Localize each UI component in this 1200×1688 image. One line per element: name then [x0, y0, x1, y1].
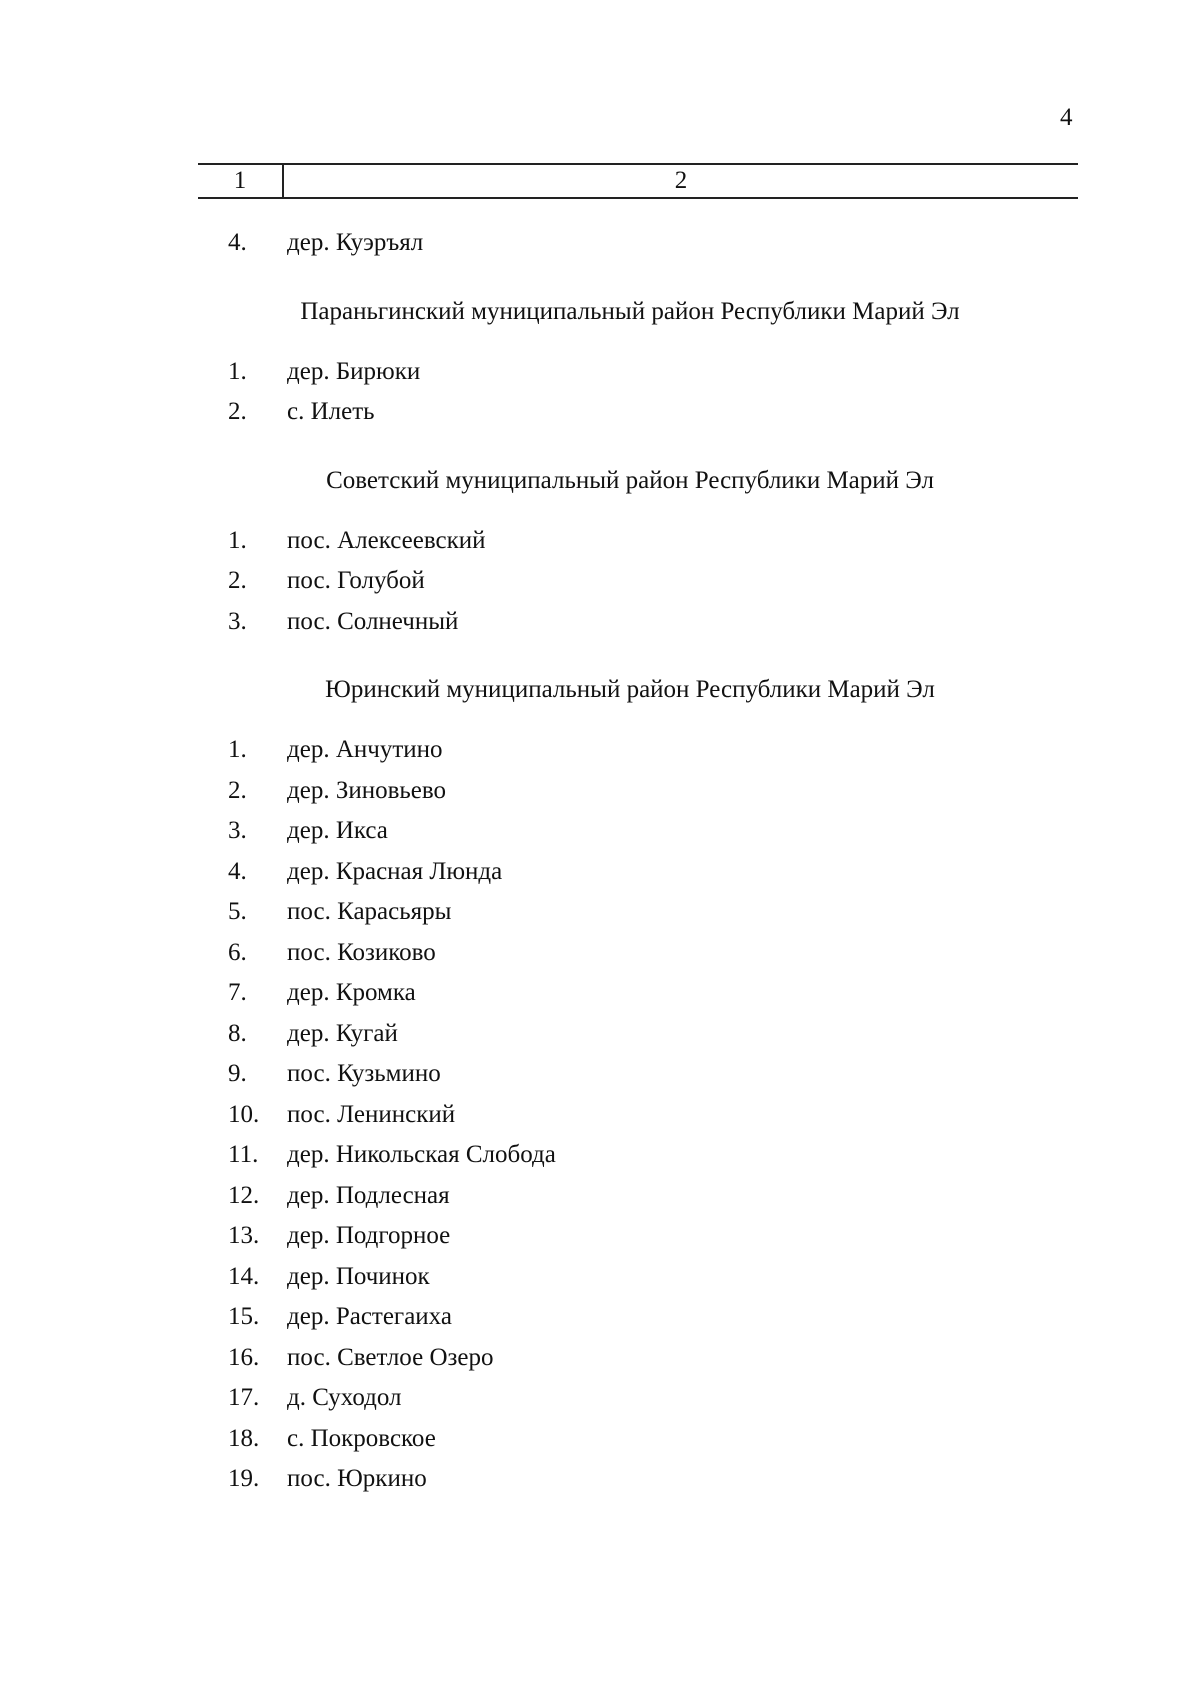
list-item-name: пос. Карасьяры: [287, 898, 452, 925]
list-item: [0, 892, 1200, 933]
list-item-number: 12.: [228, 1181, 260, 1209]
list-item-name: дер. Икса: [287, 817, 388, 844]
list-item: [0, 1297, 1200, 1338]
list-item-name: дер. Никольская Слобода: [287, 1141, 556, 1168]
list-item: [0, 1176, 1200, 1217]
list-item-number: 1.: [228, 736, 247, 763]
list-item-name: пос. Светлое Озеро: [287, 1343, 494, 1371]
list-item-number: 8.: [228, 1019, 247, 1047]
list-item-name: дер. Подгорное: [287, 1222, 451, 1249]
list-item-number: 19.: [228, 1465, 260, 1492]
section-title: Советский муниципальный район Республики Марий Эл: [326, 466, 934, 494]
list-item: [0, 1338, 1200, 1379]
list-item-name: с. Илеть: [287, 398, 375, 425]
list-item: [0, 1257, 1200, 1298]
list-item-name: дер. Куэръял: [287, 229, 424, 256]
list-item: [0, 223, 1200, 264]
list-item-number: 5.: [228, 898, 247, 925]
list-item-name: дер. Красная Люнда: [287, 857, 503, 885]
list-item: [0, 1135, 1200, 1176]
list-item: [0, 771, 1200, 812]
list-item-name: д. Суходол: [287, 1384, 402, 1411]
column-header-table: [198, 163, 1078, 199]
list-item: [0, 852, 1200, 893]
list-item: [0, 1216, 1200, 1257]
list-item: [0, 602, 1200, 643]
list-item-number: 4.: [228, 857, 247, 885]
section-title: Параньгинский муниципальный район Республики Марий Эл: [300, 297, 960, 325]
page-number: 4: [1060, 104, 1073, 131]
list-item-number: 18.: [228, 1424, 260, 1452]
list-item-number: 15.: [228, 1303, 260, 1330]
list-item-name: пос. Кузьмино: [287, 1060, 441, 1087]
list-item-number: 4.: [228, 229, 247, 256]
list-item: [0, 811, 1200, 852]
list-item: [0, 352, 1200, 393]
list-item-number: 6.: [228, 938, 247, 966]
list-item-name: дер. Кромка: [287, 979, 416, 1006]
list-item-name: пос. Алексеевский: [287, 526, 486, 554]
list-item-name: пос. Юркино: [287, 1465, 427, 1492]
list-item-number: 13.: [228, 1222, 260, 1249]
list-item-number: 1.: [228, 526, 247, 554]
column-header-1: 1: [198, 165, 284, 197]
list-item-number: 16.: [228, 1343, 260, 1371]
list-item-number: 2.: [228, 776, 247, 804]
list-item: [0, 1095, 1200, 1136]
list-item-number: 2.: [228, 398, 247, 425]
list-item-number: 3.: [228, 817, 247, 844]
list-item-name: дер. Растегаиха: [287, 1303, 452, 1330]
list-item-name: пос. Солнечный: [287, 607, 459, 635]
list-item-name: с. Покровское: [287, 1424, 436, 1452]
list-item-name: дер. Подлесная: [287, 1181, 450, 1209]
list-item-name: пос. Ленинский: [287, 1100, 456, 1128]
list-item-number: 9.: [228, 1060, 247, 1087]
list-item: [0, 521, 1200, 562]
list-item-number: 11.: [228, 1141, 259, 1168]
list-item-number: 2.: [228, 567, 247, 594]
list-item-name: дер. Анчутино: [287, 736, 443, 763]
settlement-list: [0, 223, 1200, 1500]
list-item: [0, 730, 1200, 771]
list-item-number: 3.: [228, 607, 247, 635]
list-item-name: дер. Бирюки: [287, 357, 421, 385]
list-item: [0, 1459, 1200, 1500]
list-item-name: дер. Кугай: [287, 1019, 398, 1047]
list-item-name: пос. Козиково: [287, 938, 436, 966]
list-item: [0, 561, 1200, 602]
column-header-2: 2: [674, 167, 688, 194]
list-item-number: 1.: [228, 357, 247, 385]
list-item-name: дер. Починок: [287, 1262, 430, 1290]
list-item-number: 10.: [228, 1100, 260, 1128]
list-item-name: пос. Голубой: [287, 567, 425, 594]
list-item: [0, 1419, 1200, 1460]
list-item-number: 7.: [228, 979, 247, 1006]
list-item: [0, 933, 1200, 974]
section-title: Юринский муниципальный район Республики Марий Эл: [325, 676, 935, 703]
list-item-number: 17.: [228, 1384, 260, 1411]
list-item: [0, 1014, 1200, 1055]
list-item: [0, 392, 1200, 433]
list-item-number: 14.: [228, 1262, 260, 1290]
list-item: [0, 1054, 1200, 1095]
list-item: [0, 973, 1200, 1014]
list-item-name: дер. Зиновьево: [287, 776, 447, 804]
list-item: [0, 1378, 1200, 1419]
